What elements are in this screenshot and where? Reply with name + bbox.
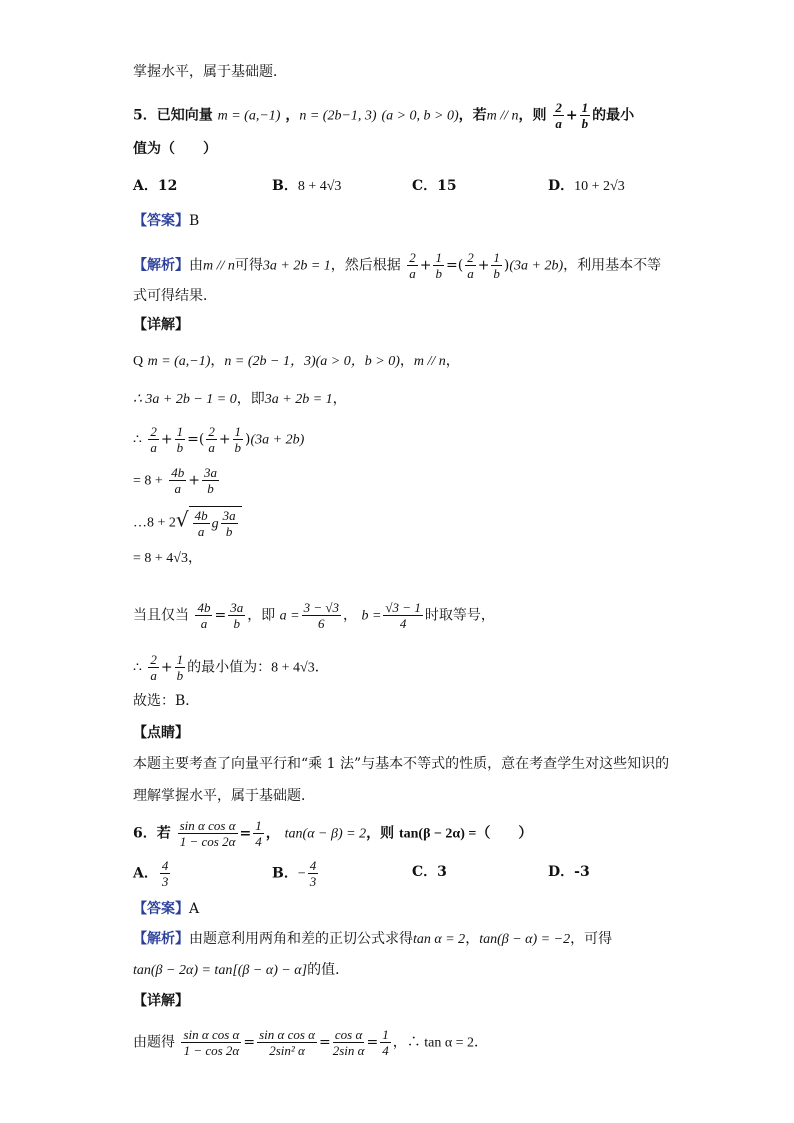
- q6-option-d: D．-3: [548, 864, 590, 880]
- q5-detail-line8: ∴ $\frac{2}{a}$ + $\frac{1}{b}$ 的最小值为：8 + 4√3．: [133, 652, 329, 683]
- q5-option-b: B．8 + 4√3: [272, 178, 342, 194]
- q5-comment-line2: 理解掌握水平，属于基础题．: [133, 788, 315, 804]
- q5-detail-line7: 当且仅当 $\frac{4b}{a}$ = $\frac{3a}{b}$ ，即 a = $\frac{3 - √3}{6}$ ， b = $\frac{√3 - 1}{4}$ 时取等号，: [133, 600, 495, 631]
- q5-detail-line2: ∴ 3a + 2b − 1 = 0，即3a + 2b = 1，: [133, 391, 347, 407]
- q6-detail-label: 【详解】: [133, 993, 189, 1009]
- q5-pick: 故选：B．: [133, 693, 200, 709]
- q5-vector-n: n = (2b−1, 3): [299, 108, 377, 124]
- q5-stem: 5．已知向量 m = (a,−1) ，n = (2b−1, 3) (a > 0, b > 0)，若m // n，则 $\frac{2}{a}$ + $\frac{1}{b}$ 的最小: [133, 100, 635, 131]
- q5-detail-line5: …8 + 2√ $\frac{4b}{a}$ g $\frac{3a}{b}$: [133, 506, 242, 539]
- continuation-text: 掌握水平，属于基础题．: [133, 64, 287, 80]
- q5-option-c: C．15: [412, 178, 457, 194]
- q5-analysis: 【解析】由m // n可得3a + 2b = 1，然后根据 $\frac{2}{a}$ + $\frac{1}{b}$ =( $\frac{2}{a}$ + $\frac{1}{b}$ )(3a + 2b)，利用基本不等: [133, 250, 662, 281]
- q6-answer: 【答案】A: [133, 901, 200, 917]
- q5-analysis-line2: 式可得结果．: [133, 288, 217, 304]
- q6-detail-line1: 由题得 $\frac{\text{sin α cos α}}{1 - \cos 2\alpha}$ = $\frac{\text{sin α cos α}}{\text{2sin² α}}$ = $\frac{\text{cos α}}{\text{2sin α}}$ = $\frac{1}{4}$ ，∴ tan α = 2．: [133, 1027, 489, 1058]
- q6-stem: 6．若 $\frac{\text{sin α cos α}}{1 - \cos 2\alpha}$ = $\frac{1}{4}$ ， tan(α − β) = 2，则 tan(β − 2α) =（ ）: [133, 818, 533, 849]
- q5-comment-label: 【点睛】: [133, 725, 189, 741]
- q6-option-c: C．3: [412, 864, 447, 880]
- q5-option-d: D．10 + 2√3: [548, 178, 625, 194]
- q6-option-b: B．− $\frac{4}{3}$: [272, 858, 317, 889]
- q5-stem-line2: 值为（ ）: [133, 141, 217, 157]
- fraction-2-over-a: $\frac{2}{a}$: [555, 100, 562, 131]
- q5-detail-line1: Q m = (a,−1)，n = (2b − 1，3)(a > 0，b > 0)，m // n，: [133, 353, 460, 369]
- q5-vector-m: m = (a,−1): [217, 108, 281, 124]
- q6-analysis: 【解析】由题意利用两角和差的正切公式求得tan α = 2，tan(β − α) = −2，可得: [133, 931, 613, 947]
- q5-detail-line4: = 8 + $\frac{4b}{a}$ + $\frac{3a}{b}$: [133, 465, 217, 496]
- q5-comment-line1: 本题主要考查了向量平行和“乘 1 法”与基本不等式的性质，意在考查学生对这些知识的: [133, 756, 670, 772]
- q5-answer: 【答案】B: [133, 213, 200, 229]
- q6-option-a: A． $\frac{4}{3}$: [133, 858, 169, 889]
- fraction-1-over-b: $\frac{1}{b}$: [581, 100, 589, 131]
- q5-detail-label: 【详解】: [133, 317, 189, 333]
- q5-option-a: A．12: [133, 178, 178, 194]
- q5-detail-line6: = 8 + 4√3，: [133, 551, 202, 566]
- q6-analysis-line2: tan(β − 2α) = tan[(β − α) − α]的值．: [133, 962, 350, 978]
- q5-detail-line3: ∴ $\frac{2}{a}$ + $\frac{1}{b}$ =( $\frac{2}{a}$ + $\frac{1}{b}$ )(3a + 2b): [133, 424, 305, 455]
